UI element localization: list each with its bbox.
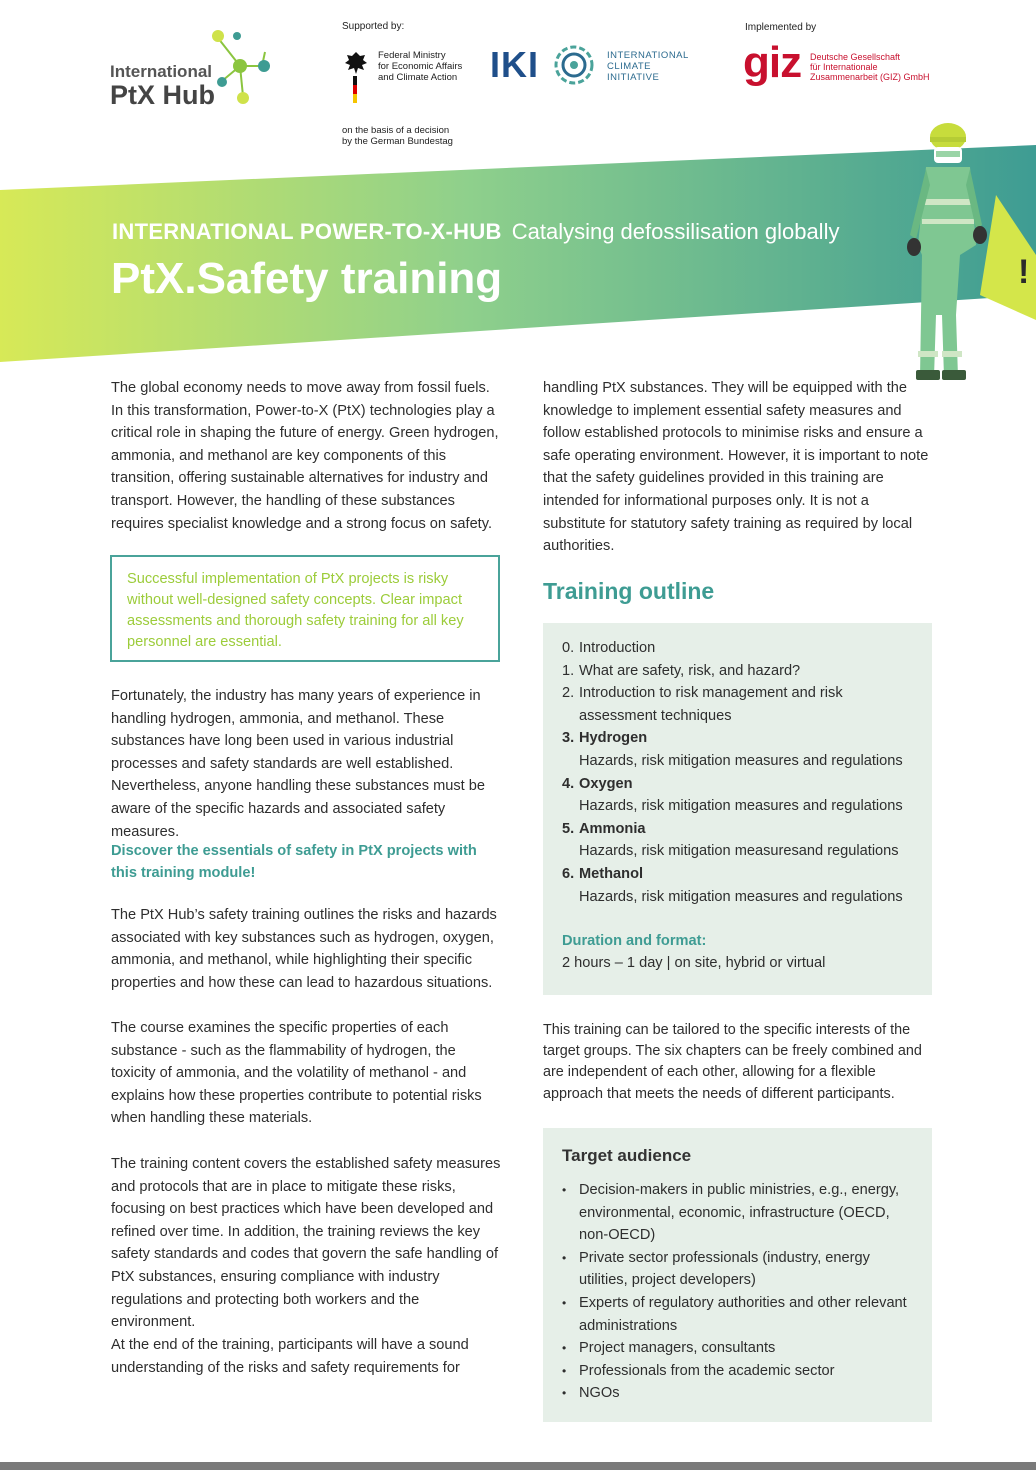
federal-eagle-icon xyxy=(343,50,369,106)
content-paragraph: The training content covers the established safety measures and protocols that are in place to mitigate these risks, focusing on best practices which have been developed and refined over time. In addition, the training reviews the key safety standards and codes that govern the safe handling of PtX substances, ensuring compliance with industry regulations and protecting both workers and the environment. xyxy=(111,1156,501,1331)
list-item: • Project managers, consultants xyxy=(562,1340,776,1357)
logo-line-2: PtX Hub xyxy=(110,80,215,110)
decision-note: on the basis of a decision by the German Bundestag xyxy=(342,125,453,147)
training-outline-heading: Training outline xyxy=(543,578,715,604)
outline-paragraph: The PtX Hub’s safety training outlines the risks and hazards associated with key substances such as hydrogen, oxygen, ammonia, and methanol, while highlighting their specific properties and how these can lead to hazardous situations. xyxy=(111,907,497,991)
ministry-name: Federal Ministry for Economic Affairs and Climate Action xyxy=(378,50,463,83)
banner-kicker xyxy=(112,219,839,245)
svg-text:!: ! xyxy=(1018,253,1030,291)
target-list xyxy=(562,1179,922,1405)
giz-logo-word: giz xyxy=(743,38,802,87)
callout-box: Successful implementation of PtX projects is risky without well-designed safety concepts. Clear impact assessments and thorough safety training for all key personnel are essential. xyxy=(110,555,500,662)
page-bottom-edge xyxy=(0,1462,1036,1470)
supported-by-label: Supported by: xyxy=(342,21,405,32)
outline-item-1: 1. What are safety, risk, and hazard? xyxy=(562,662,801,679)
outline-item-4: 4. Oxygen Hazards, risk mitigation measures and regulations xyxy=(562,775,903,815)
kicker-light: Catalysing defossilisation globally xyxy=(511,219,840,244)
iki-subtitle: INTERNATIONAL CLIMATE INITIATIVE xyxy=(607,50,689,83)
list-item: • Professionals from the academic sector xyxy=(562,1362,835,1379)
list-item: • Decision-makers in public ministries, e.g., energy, environmental, economic, infrastructure (OECD, non-OECD) xyxy=(562,1182,900,1244)
list-item: • Private sector professionals (industry, energy utilities, project developers) xyxy=(562,1249,870,1289)
experience-paragraph: Fortunately, the industry has many years of experience in handling hydrogen, ammonia, and methanol. These substances have long been used in various industrial processes and safety standards are well established. Nevertheless, anyone handling these substances must be aware of the specific hazards and associated safety measures. xyxy=(111,688,485,840)
intro-paragraph: The global economy needs to move away from fossil fuels. In this transformation, Power-to-X (PtX) technologies play a critical role in shaping the future of energy. Green hydrogen, ammonia, and methanol are key components of this transition, offering sustainable alternatives for industry and transport. However, the handling of these substances requires specialist knowledge and a strong focus on safety. xyxy=(111,380,499,532)
outline-item-6: 6. Methanol Hazards, risk mitigation measures and regulations xyxy=(562,865,903,905)
iki-circle-icon xyxy=(553,44,595,86)
target-audience-heading: Target audience xyxy=(562,1146,692,1165)
list-item: • Experts of regulatory authorities and other relevant administrations xyxy=(562,1294,907,1334)
target-audience-box xyxy=(543,1128,932,1422)
logo-line-1: International xyxy=(110,62,213,81)
continuation-paragraph: handling PtX substances. They will be equipped with the knowledge to implement essential safety measures and follow established protocols to minimise risks and ensure a safe operating environment. However, it is important to note that the safety guidelines provided in this training are intended for informational purposes only. It is not a substitute for statutory safety training as required by local authorities. xyxy=(543,380,929,555)
outline-item-5: 5. Ammonia Hazards, risk mitigation measuresand regulations xyxy=(562,820,899,860)
page-title: PtX.Safety training xyxy=(111,254,503,303)
course-paragraph: The course examines the specific properties of each substance - such as the flammability of hydrogen, the toxicity of ammonia, and the volatility of methanol - and explains how these properties contribute to potential risks when handling these materials. xyxy=(111,1020,482,1127)
training-outline-box xyxy=(543,623,932,995)
end-paragraph: At the end of the training, participants will have a sound understanding of the risks and safety requirements for xyxy=(111,1337,469,1376)
kicker-bold: INTERNATIONAL POWER-TO-X-HUB xyxy=(112,219,502,244)
list-item: • NGOs xyxy=(562,1385,620,1402)
ptx-hub-logo xyxy=(110,26,280,116)
outline-item-0: 0. Introduction xyxy=(562,640,656,656)
giz-subtitle: Deutsche Gesellschaft für Internationale Zusammenarbeit (GIZ) GmbH xyxy=(810,52,930,82)
discover-heading: Discover the essentials of safety in PtX projects with this training module! xyxy=(111,843,477,881)
iki-logo-word: IKI xyxy=(490,44,540,85)
outline-item-3: 3. Hydrogen Hazards, risk mitigation measures and regulations xyxy=(562,730,903,769)
outline-item-2: 2. Introduction to risk management and risk assessment techniques xyxy=(562,685,843,724)
safety-worker-illustration xyxy=(900,115,1036,400)
outline-list xyxy=(562,637,903,908)
duration-text: 2 hours – 1 day | on site, hybrid or virtual xyxy=(562,955,826,971)
implemented-by-label: Implemented by xyxy=(745,22,817,33)
duration-heading: Duration and format: xyxy=(562,933,707,949)
tailored-paragraph: This training can be tailored to the specific interests of the target groups. The six chapters can be freely combined and are independent of each other, allowing for a flexible approach that meets the needs of different participants. xyxy=(543,1022,922,1102)
